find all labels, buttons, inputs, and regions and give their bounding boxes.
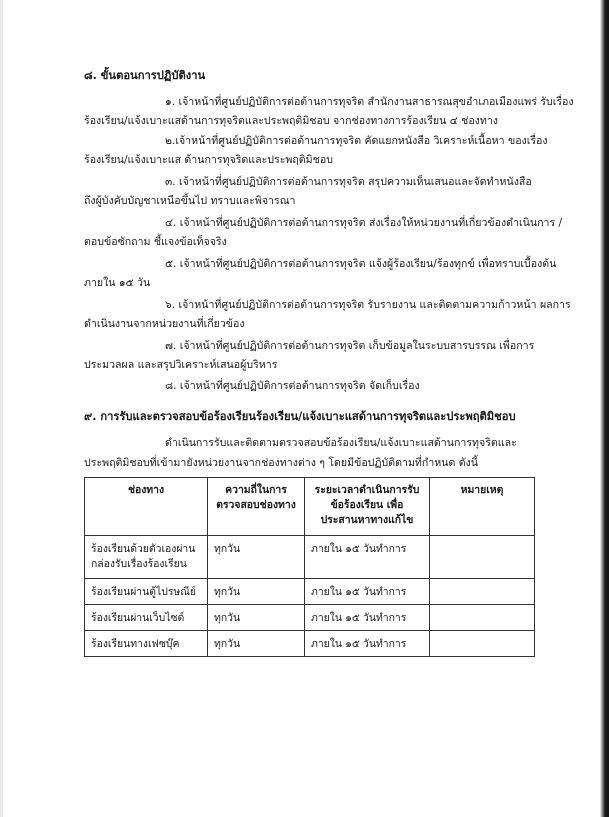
cell-channel: ร้องเรียนผ่านเว็บไซต์ — [85, 605, 208, 631]
header-channel: ช่องทาง — [85, 478, 208, 536]
table-row — [85, 631, 535, 657]
complaint-channel-table — [84, 477, 535, 657]
section9-intro-line1: ดำเนินการรับและติดตามตรวจสอบข้อร้องเรียน/แจ้งเบาะแสด้านการทุจริตและ — [165, 437, 517, 449]
step8-line1: ๘. เจ้าหน้าที่ศูนย์ปฏิบัติการต่อต้านการทุจริต จัดเก็บเรื่อง — [165, 380, 420, 392]
step6-line2: ดำเนินงานจากหน่วยงานที่เกี่ยวข้อง — [84, 318, 245, 330]
header-duration: ระยะเวลาดำเนินการรับ ข้อร้องเรียน เพื่อ ประสานหาทางแก้ไข — [305, 478, 430, 536]
cell-frequency: ทุกวัน — [208, 579, 305, 605]
step7-line2: ประมวลผล และสรุปวิเคราะห์เสนอผู้บริหาร — [84, 359, 278, 371]
cell-channel: ร้องเรียนผ่านตู้ไปรษณีย์ — [85, 579, 208, 605]
table-row — [85, 536, 535, 579]
step7-line1: ๗. เจ้าหน้าที่ศูนย์ปฏิบัติการต่อต้านการทุจริต เก็บข้อมูลในระบบสารบรรณ เพื่อการ — [165, 340, 535, 352]
header-frequency: ความถี่ในการ ตรวจสอบช่องทาง — [208, 478, 305, 536]
step2-line2: ร้องเรียน/แจ้งเบาะแส ด้านการทุจริตและประพฤติมิชอบ — [84, 154, 333, 166]
step4-line2: ตอบข้อซักถาม ชี้แจงข้อเท็จจริง — [84, 236, 227, 248]
scan-right-edge — [600, 0, 609, 817]
cell-note — [430, 605, 535, 631]
cell-frequency: ทุกวัน — [208, 536, 305, 579]
cell-note — [430, 631, 535, 657]
cell-duration: ภายใน ๑๕ วันทำการ — [305, 536, 430, 579]
cell-note — [430, 536, 535, 579]
section9-intro-line2: ประพฤติมิชอบที่เข้ามายังหน่วยงานจากช่องทางต่าง ๆ โดยมีข้อปฏิบัติตามที่กำหนด ดังนี้ — [84, 457, 479, 469]
cell-frequency: ทุกวัน — [208, 605, 305, 631]
cell-channel: ร้องเรียนทางเฟซบุ๊ค — [85, 631, 208, 657]
cell-channel: ร้องเรียนด้วยตัวเองผ่าน กล่องรับเรื่องร้องเรียน — [85, 536, 208, 579]
cell-frequency: ทุกวัน — [208, 631, 305, 657]
step2-line1: ๒.เจ้าหน้าที่ศูนย์ปฏิบัติการต่อต้านการทุจริต คัดแยกหนังสือ วิเคราะห์เนื้อหา ของเรื่อง — [165, 135, 548, 147]
step3-line1: ๓. เจ้าหน้าที่ศูนย์ปฏิบัติการต่อต้านการทุจริต สรุปความเห็นเสนอและจัดทำหนังสือ — [165, 176, 532, 188]
cell-duration: ภายใน ๑๕ วันทำการ — [305, 605, 430, 631]
table-row — [85, 605, 535, 631]
step1-line2: ร้องเรียน/แจ้งเบาะแสด้านการทุจริตและประพฤติมิชอบ จากช่องทางการร้องเรียน ๔ ช่องทาง — [84, 115, 498, 127]
section9-heading: ๙. การรับและตรวจสอบข้อร้องเรียนร้องเรียน/แจ้งเบาะแสด้านการทุจริตและประพฤติมิชอบ — [84, 410, 516, 423]
cell-duration: ภายใน ๑๕ วันทำการ — [305, 631, 430, 657]
step4-line1: ๔. เจ้าหน้าที่ศูนย์ปฏิบัติการต่อต้านการทุจริต ส่งเรื่องให้หน่วยงานที่เกี่ยวข้องดำเนินการ / — [165, 217, 563, 229]
step5-line2: ภายใน ๑๕ วัน — [84, 277, 151, 289]
step5-line1: ๕. เจ้าหน้าที่ศูนย์ปฏิบัติการต่อต้านการทุจริต แจ้งผู้ร้องเรียน/ร้องทุกข์ เพื่อทราบเบื้องต้น — [165, 258, 557, 270]
table-header-row — [85, 478, 535, 536]
step1-line1: ๑. เจ้าหน้าที่ศูนย์ปฏิบัติการต่อต้านการทุจริต สำนักงานสาธารณสุขอำเภอเมืองแพร่ รับเรื่อง — [165, 96, 574, 108]
header-note: หมายเหตุ — [430, 478, 535, 536]
step6-line1: ๖. เจ้าหน้าที่ศูนย์ปฏิบัติการต่อต้านการทุจริต รับรายงาน และติดตามความก้าวหน้า ผลการ — [165, 299, 571, 311]
cell-note — [430, 579, 535, 605]
section8-heading: ๘. ขั้นตอนการปฏิบัติงาน — [84, 69, 206, 82]
step3-line2: ถึงผู้บังคับบัญชาเหนือขึ้นไป ทราบและพิจารณา — [84, 195, 296, 207]
cell-duration: ภายใน ๑๕ วันทำการ — [305, 579, 430, 605]
table-row — [85, 579, 535, 605]
